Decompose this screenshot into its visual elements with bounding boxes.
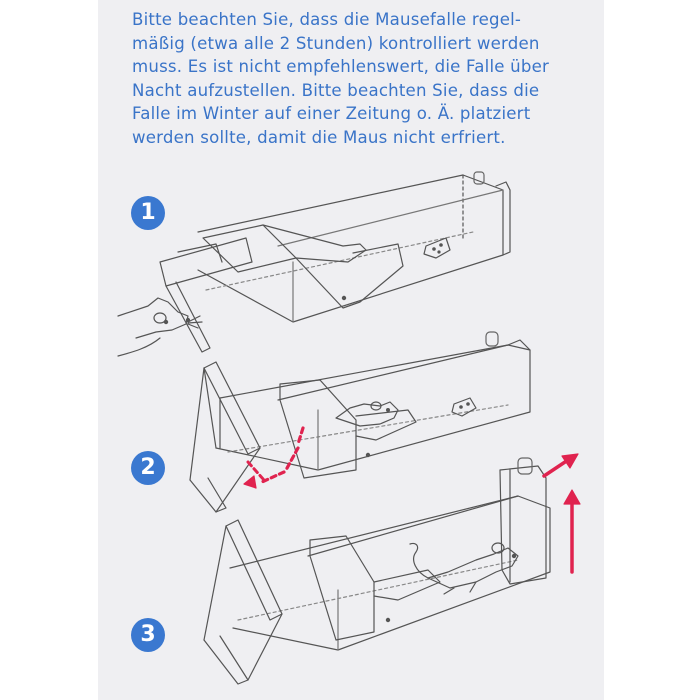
step-3-badge: 3 (131, 618, 165, 652)
step-2-badge: 2 (131, 451, 165, 485)
instructions-line: mäßig (etwa alle 2 Stunden) kontrolliert werden (132, 33, 540, 53)
step-1-badge: 1 (131, 196, 165, 230)
instructions-line: muss. Es ist nicht empfehlenswert, die Falle über (132, 57, 550, 77)
step-2-illustration (190, 332, 530, 512)
instruction-sheet (98, 0, 604, 700)
instructions-line: Falle im Winter auf einer Zeitung o. Ä. platziert (132, 104, 531, 124)
step-3-illustration (204, 454, 580, 684)
instructions-line: werden sollte, damit die Maus nicht erfriert. (132, 127, 506, 147)
instructions-line: Nacht aufzustellen. Bitte beachten Sie, dass die (132, 80, 540, 100)
instructions-line: Bitte beachten Sie, dass die Mausefalle regel- (132, 10, 522, 29)
trap-illustrations (98, 0, 604, 700)
step-1-illustration (118, 172, 510, 356)
